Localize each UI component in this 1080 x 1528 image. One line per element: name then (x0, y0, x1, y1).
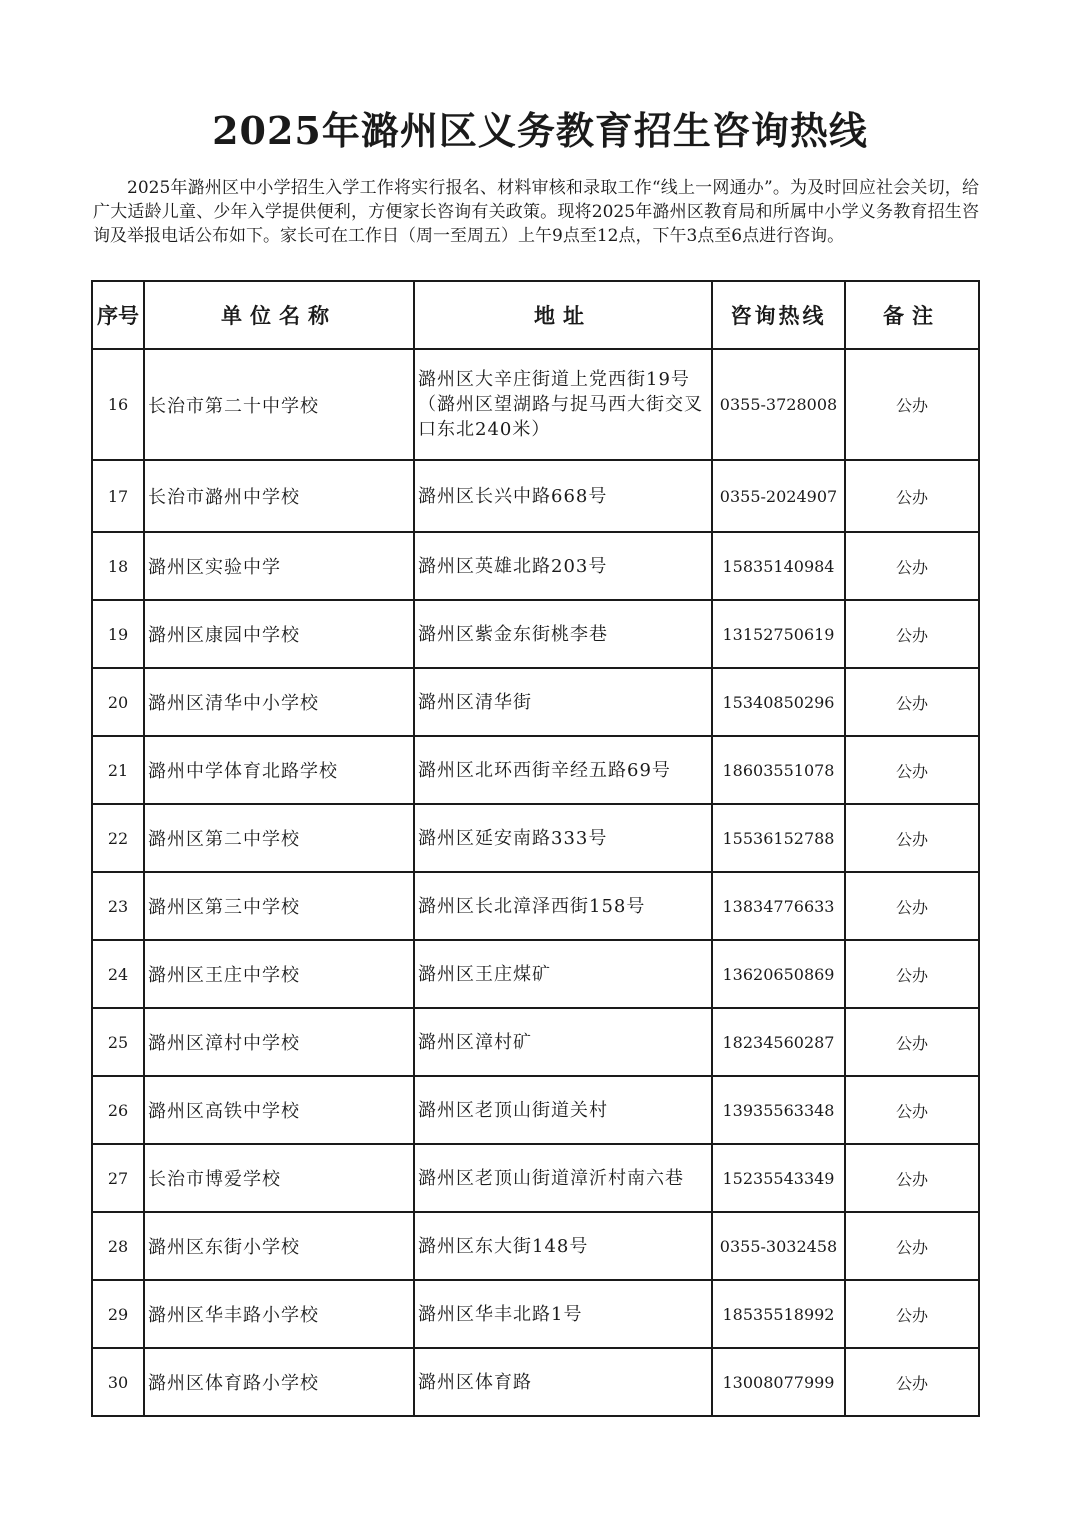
table-row (92, 736, 979, 804)
cell-address: 潞州区王庄煤矿 (414, 940, 712, 1008)
cell-seq: 23 (92, 872, 144, 940)
cell-address: 潞州区漳村矿 (414, 1008, 712, 1076)
cell-seq: 25 (92, 1008, 144, 1076)
cell-seq: 27 (92, 1144, 144, 1212)
cell-phone: 0355-2024907 (712, 460, 845, 532)
cell-note: 公办 (845, 736, 979, 804)
table-row (92, 940, 979, 1008)
table-row (92, 349, 979, 460)
cell-phone: 13008077999 (712, 1348, 845, 1416)
cell-school-name: 长治市第二十中学校 (144, 349, 414, 460)
header-name: 单位名称 (144, 281, 414, 349)
cell-school-name: 潞州区高铁中学校 (144, 1076, 414, 1144)
cell-seq: 20 (92, 668, 144, 736)
hotline-table (91, 280, 980, 1417)
header-note: 备注 (845, 281, 979, 349)
cell-school-name: 潞州区体育路小学校 (144, 1348, 414, 1416)
cell-address: 潞州区大辛庄街道上党西街19号（潞州区望湖路与捉马西大街交叉口东北240米） (414, 349, 712, 460)
cell-school-name: 潞州区华丰路小学校 (144, 1280, 414, 1348)
cell-school-name: 潞州区漳村中学校 (144, 1008, 414, 1076)
cell-address: 潞州区紫金东街桃李巷 (414, 600, 712, 668)
cell-phone: 0355-3032458 (712, 1212, 845, 1280)
cell-address: 潞州区长北漳泽西街158号 (414, 872, 712, 940)
cell-school-name: 长治市博爱学校 (144, 1144, 414, 1212)
table-row (92, 1076, 979, 1144)
cell-seq: 16 (92, 349, 144, 460)
table-row (92, 1008, 979, 1076)
cell-note: 公办 (845, 600, 979, 668)
table-row (92, 804, 979, 872)
cell-phone: 13834776633 (712, 872, 845, 940)
cell-seq: 29 (92, 1280, 144, 1348)
cell-note: 公办 (845, 1008, 979, 1076)
cell-address: 潞州区英雄北路203号 (414, 532, 712, 600)
cell-school-name: 潞州区东街小学校 (144, 1212, 414, 1280)
table-header-row (92, 281, 979, 349)
cell-address: 潞州区老顶山街道漳沂村南六巷 (414, 1144, 712, 1212)
cell-school-name: 潞州区第二中学校 (144, 804, 414, 872)
cell-phone: 0355-3728008 (712, 349, 845, 460)
cell-note: 公办 (845, 1348, 979, 1416)
cell-seq: 28 (92, 1212, 144, 1280)
cell-seq: 30 (92, 1348, 144, 1416)
table-row (92, 668, 979, 736)
cell-seq: 17 (92, 460, 144, 532)
cell-school-name: 潞州区康园中学校 (144, 600, 414, 668)
cell-phone: 15536152788 (712, 804, 845, 872)
cell-note: 公办 (845, 532, 979, 600)
cell-phone: 13620650869 (712, 940, 845, 1008)
cell-phone: 15235543349 (712, 1144, 845, 1212)
cell-phone: 13935563348 (712, 1076, 845, 1144)
cell-address: 潞州区老顶山街道关村 (414, 1076, 712, 1144)
cell-note: 公办 (845, 349, 979, 460)
cell-note: 公办 (845, 1280, 979, 1348)
cell-phone: 18234560287 (712, 1008, 845, 1076)
cell-school-name: 潞州区清华中小学校 (144, 668, 414, 736)
cell-school-name: 潞州中学体育北路学校 (144, 736, 414, 804)
page-title: 2025年潞州区义务教育招生咨询热线 (212, 108, 868, 153)
cell-note: 公办 (845, 1076, 979, 1144)
header-address: 地址 (414, 281, 712, 349)
cell-address: 潞州区华丰北路1号 (414, 1280, 712, 1348)
cell-phone: 13152750619 (712, 600, 845, 668)
cell-school-name: 长治市潞州中学校 (144, 460, 414, 532)
cell-address: 潞州区体育路 (414, 1348, 712, 1416)
cell-phone: 18535518992 (712, 1280, 845, 1348)
cell-address: 潞州区长兴中路668号 (414, 460, 712, 532)
table-row (92, 1144, 979, 1212)
cell-seq: 19 (92, 600, 144, 668)
table-row (92, 532, 979, 600)
cell-note: 公办 (845, 804, 979, 872)
cell-phone: 15835140984 (712, 532, 845, 600)
intro-paragraph: 2025年潞州区中小学招生入学工作将实行报名、材料审核和录取工作“线上一网通办”。为及时回应社会关切，给广大适龄儿童、少年入学提供便利，方便家长咨询有关政策。现将2025年潞州区教育局和所属中小学义务教育招生咨询及举报电话公布如下。家长可在工作日（周一至周五）上午9点至12点，下午3点至6点进行咨询。 (93, 178, 979, 246)
cell-address: 潞州区北环西街辛经五路69号 (414, 736, 712, 804)
cell-seq: 26 (92, 1076, 144, 1144)
table-row (92, 1348, 979, 1416)
table-row (92, 872, 979, 940)
cell-school-name: 潞州区王庄中学校 (144, 940, 414, 1008)
cell-address: 潞州区东大街148号 (414, 1212, 712, 1280)
header-phone: 咨询热线 (712, 281, 845, 349)
cell-seq: 18 (92, 532, 144, 600)
cell-phone: 15340850296 (712, 668, 845, 736)
cell-phone: 18603551078 (712, 736, 845, 804)
table-row (92, 1212, 979, 1280)
cell-note: 公办 (845, 1144, 979, 1212)
cell-note: 公办 (845, 460, 979, 532)
table-row (92, 1280, 979, 1348)
table-row (92, 460, 979, 532)
cell-seq: 21 (92, 736, 144, 804)
cell-note: 公办 (845, 872, 979, 940)
cell-seq: 22 (92, 804, 144, 872)
cell-address: 潞州区延安南路333号 (414, 804, 712, 872)
header-seq: 序号 (92, 281, 144, 349)
cell-address: 潞州区清华街 (414, 668, 712, 736)
cell-school-name: 潞州区实验中学 (144, 532, 414, 600)
cell-note: 公办 (845, 668, 979, 736)
cell-note: 公办 (845, 940, 979, 1008)
cell-school-name: 潞州区第三中学校 (144, 872, 414, 940)
cell-seq: 24 (92, 940, 144, 1008)
table-row (92, 600, 979, 668)
cell-note: 公办 (845, 1212, 979, 1280)
